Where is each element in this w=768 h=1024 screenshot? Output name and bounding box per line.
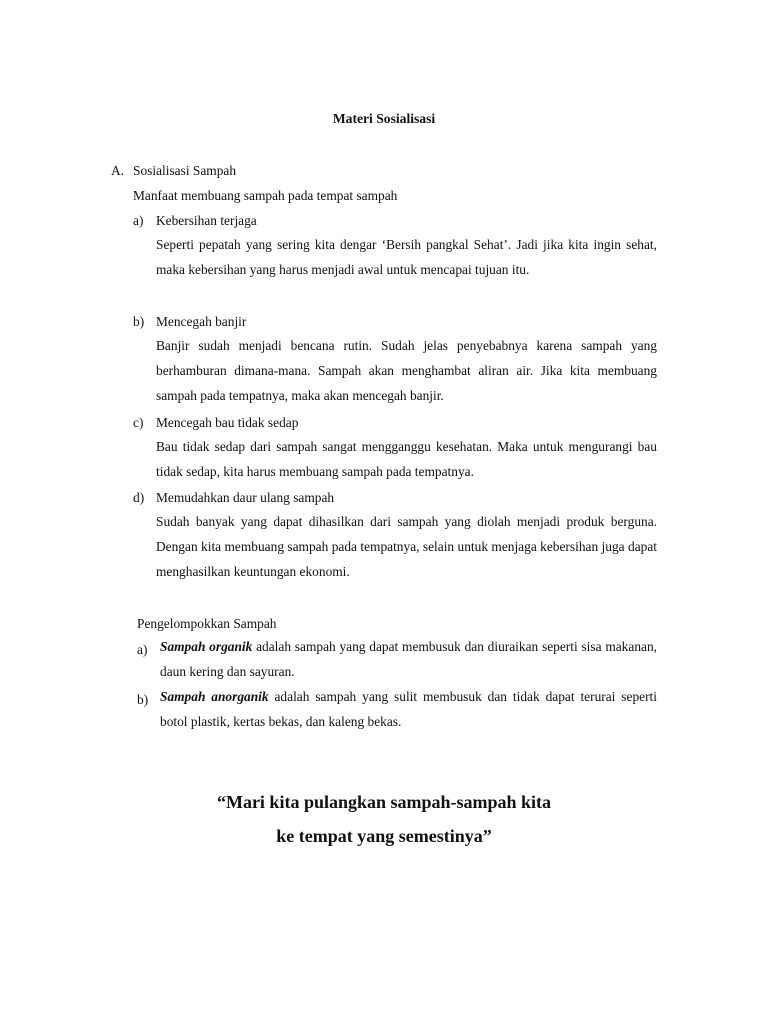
benefit-d-text: Sudah banyak yang dapat dihasilkan dari sampah yang diolah menjadi produk berguna. Dengan kita membuang sampah pada tempatnya, selain untuk menjaga kebersihan juga dapat menghasilkan keuntungan ekonomi. [156,514,657,580]
grouping-b-marker: b) [137,692,149,707]
benefit-c-label: Mencegah bau tidak sedap [156,415,299,430]
benefit-c-marker: c) [133,415,144,430]
benefit-a-label: Kebersihan terjaga [156,213,257,228]
closing-quote-line-1: “Mari kita pulangkan sampah-sampah kita [216,792,552,812]
document-title: Materi Sosialisasi [332,111,436,126]
benefit-d-label: Memudahkan daur ulang sampah [156,490,335,505]
grouping-heading: Pengelompokkan Sampah [137,616,277,631]
grouping-a-item [160,634,657,685]
grouping-a-term: Sampah organik [160,639,253,654]
benefit-d-marker: d) [133,490,145,505]
benefit-c-text: Bau tidak sedap dari sampah sangat mengganggu kesehatan. Maka untuk mengurangi bau tidak sedap, kita harus membuang sampah pada tempatnya. [156,439,657,480]
section-a-heading: Sosialisasi Sampah [133,163,237,178]
section-a-marker: A. [111,163,125,178]
grouping-b-text: adalah sampah yang sulit membusuk dan tidak dapat terurai seperti botol plastik, kertas bekas, dan kaleng bekas. [160,689,657,730]
section-a-subheading: Manfaat membuang sampah pada tempat sampah [133,188,398,203]
benefit-b-label: Mencegah banjir [156,314,247,329]
benefit-a-marker: a) [133,213,144,228]
closing-quote-line-2: ke tempat yang semestinya” [276,826,492,846]
benefit-b-marker: b) [133,314,145,329]
grouping-a-marker: a) [137,642,148,657]
grouping-b-term: Sampah anorganik [160,689,269,704]
benefit-b-text: Banjir sudah menjadi bencana rutin. Sudah jelas penyebabnya karena sampah yang berhamburan dimana-mana. Sampah akan menghambat aliran air. Jika kita membuang sampah pada tempatnya, maka akan mencegah banjir. [156,338,657,404]
grouping-a-text: adalah sampah yang dapat membusuk dan diuraikan seperti sisa makanan, daun kering dan sayuran. [160,639,657,680]
benefit-a-text: Seperti pepatah yang sering kita dengar ‘Bersih pangkal Sehat’. Jadi jika kita ingin sehat, maka kebersihan yang harus menjadi awal untuk mencapai tujuan itu. [156,237,657,278]
grouping-b-item [160,684,657,735]
